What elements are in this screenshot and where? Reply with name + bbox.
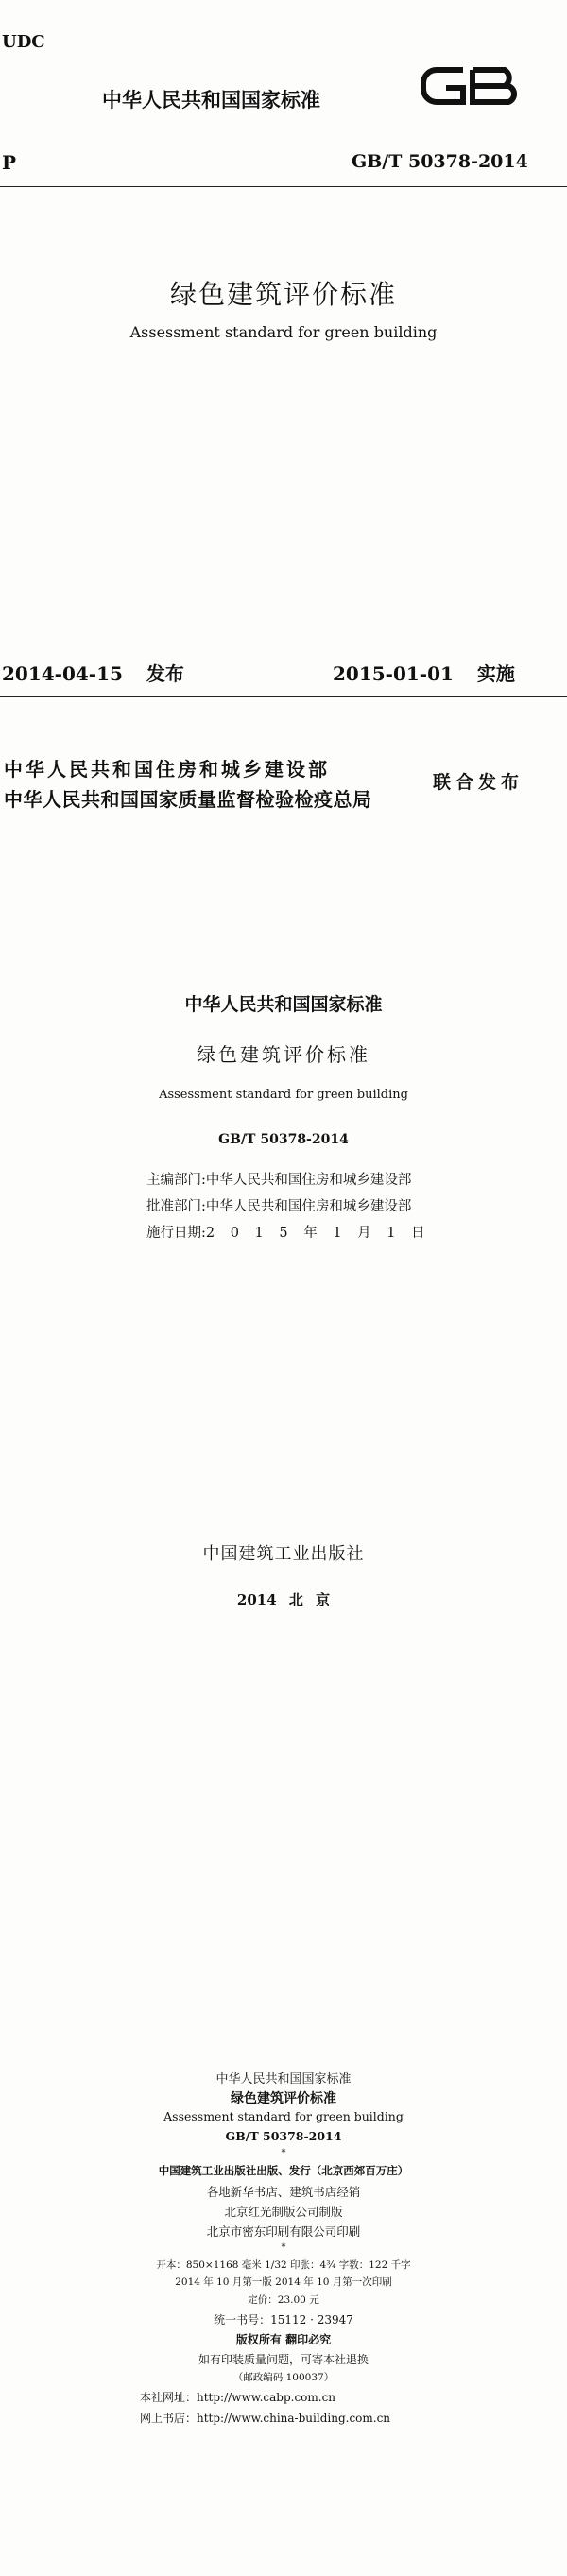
- cp-format: 开本：850×1168 毫米 1/32 印张：4¾ 字数：122 千字: [156, 2259, 411, 2271]
- cp-star1: *: [281, 2148, 286, 2158]
- tp-editor-row: 主编部门:中华人民共和国住房和城乡建设部: [146, 1173, 412, 1188]
- national-standard-heading: 中华人民共和国国家标准: [102, 89, 320, 112]
- gb-logo-icon: [414, 57, 527, 115]
- joint-release-label: 联合发布: [433, 772, 524, 793]
- tp-year-place: 2014 北 京: [236, 1591, 331, 1608]
- copyright-page: [0, 1710, 567, 2576]
- standard-code: GB/T 50378-2014: [352, 151, 528, 172]
- tp-publisher: 中国建筑工业出版社: [202, 1544, 365, 1564]
- cp-line1: 中华人民共和国国家标准: [215, 2072, 352, 2087]
- cp-edition: 2014 年 10 月第一版 2014 年 10 月第一次印刷: [175, 2276, 392, 2288]
- issue-date: 2014-04-15 发布: [2, 662, 184, 685]
- tp-code: GB/T 50378-2014: [218, 1132, 349, 1147]
- issuer-ministry-housing: 中华人民共和国住房和城乡建设部: [4, 758, 330, 781]
- issuer-aqsiq: 中华人民共和国国家质量监督检验检疫总局: [4, 788, 372, 811]
- title-en: Assessment standard for green building: [129, 323, 438, 341]
- cp-book-no: 统一书号：15112 · 23947: [214, 2313, 353, 2327]
- category-code: P: [2, 151, 17, 174]
- cp-price: 定价：23.00 元: [248, 2294, 319, 2306]
- tp-title-cn: 绿色建筑评价标准: [197, 1043, 370, 1066]
- cp-pub3: 北京红光制版公司制版: [224, 2205, 343, 2219]
- tp-title-en: Assessment standard for green building: [159, 1088, 408, 1102]
- footer-rule: [0, 696, 567, 697]
- cover-page: [0, 0, 567, 832]
- cp-line4: GB/T 50378-2014: [225, 2129, 342, 2143]
- implementation-date: 2015-01-01 实施: [333, 662, 515, 685]
- title-page: [0, 832, 567, 1710]
- tp-impl-row: 施行日期:2 0 1 5 年 1 月 1 日: [146, 1226, 431, 1241]
- cp-returns: 如有印装质量问题，可寄本社退换: [198, 2353, 369, 2366]
- cp-line3: Assessment standard for green building: [163, 2109, 404, 2123]
- cp-pub2: 各地新华书店、建筑书店经销: [206, 2185, 361, 2199]
- cp-store: 网上书店：http://www.china-building.com.cn: [140, 2412, 391, 2425]
- udc-label: UDC: [2, 32, 45, 52]
- cp-line2: 绿色建筑评价标准: [231, 2091, 336, 2106]
- cp-star2: *: [281, 2242, 286, 2253]
- cp-postcode: （邮政编码 100037）: [232, 2372, 335, 2383]
- header-rule: [0, 186, 567, 187]
- cp-website: 本社网址：http://www.cabp.com.cn: [140, 2391, 336, 2404]
- tp-national-standard: 中华人民共和国国家标准: [184, 994, 383, 1015]
- cp-rights: 版权所有 翻印必究: [235, 2333, 332, 2346]
- tp-approver-row: 批准部门:中华人民共和国住房和城乡建设部: [146, 1199, 412, 1214]
- title-cn: 绿色建筑评价标准: [169, 279, 397, 310]
- cp-pub1: 中国建筑工业出版社出版、发行（北京西郊百万庄）: [158, 2164, 409, 2177]
- cp-pub4: 北京市密东印刷有限公司印刷: [206, 2224, 361, 2239]
